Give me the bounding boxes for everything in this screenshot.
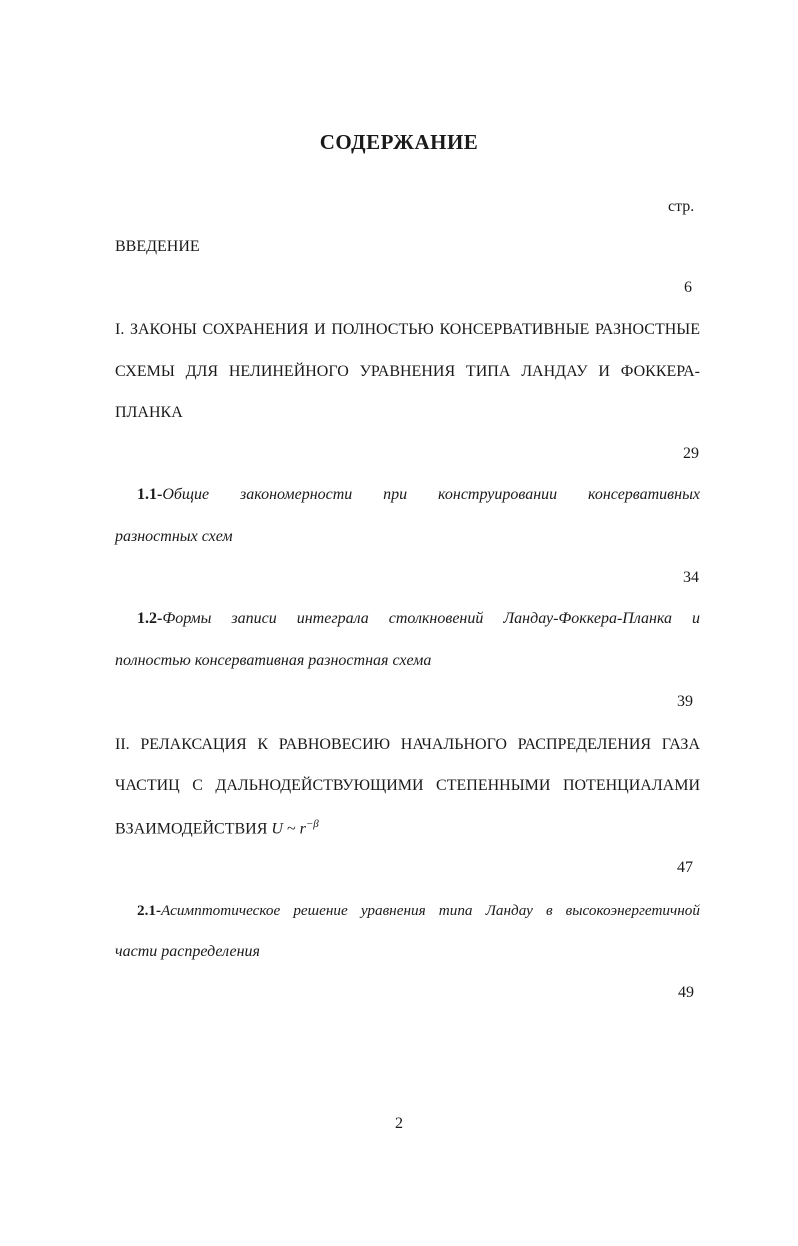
chapter2-line3-text: ВЗАИМОДЕЙСТВИЯ: [115, 820, 268, 838]
section2-1-title: Асимптотическое решение уравнения типа Ландау в высокоэнергетичной: [161, 902, 700, 919]
chapter1-line2: СХЕМЫ ДЛЯ НЕЛИНЕЙНОГО УРАВНЕНИЯ ТИПА ЛАНДАУ И ФОККЕРА-: [115, 363, 700, 380]
chapter2-line1: II. РЕЛАКСАЦИЯ К РАВНОВЕСИЮ НАЧАЛЬНОГО РАСПРЕДЕЛЕНИЯ ГАЗА: [115, 736, 700, 753]
intro-title: ВВЕДЕНИЕ: [115, 238, 200, 255]
formula-exponent: −β: [305, 818, 319, 830]
section1-1-number: 1.1-: [137, 486, 163, 503]
chapter2-line3: [115, 818, 319, 838]
toc-heading: СОДЕРЖАНИЕ: [319, 130, 479, 154]
section2-1-page: 49: [678, 984, 694, 1001]
section2-1-line1: [137, 902, 700, 920]
formula-sim: ~: [282, 820, 300, 838]
section1-1-line2: разностных схем: [115, 528, 233, 545]
section2-1-line2: части распределения: [115, 943, 260, 960]
section1-2-line2: полностью консервативная разностная схема: [115, 652, 432, 669]
section1-2-number: 1.2-: [137, 610, 163, 627]
section1-1-page: 34: [683, 569, 699, 586]
section1-2-page: 39: [677, 693, 693, 710]
page-number: 2: [395, 1115, 403, 1132]
formula-r: r: [299, 820, 306, 838]
section2-1-number: 2.1-: [137, 902, 162, 919]
chapter2-page: 47: [677, 859, 693, 876]
chapter1-line1: I. ЗАКОНЫ СОХРАНЕНИЯ И ПОЛНОСТЬЮ КОНСЕРВАТИВНЫЕ РАЗНОСТНЫЕ: [115, 321, 700, 338]
intro-page: 6: [684, 279, 692, 296]
page-column-label: стр.: [668, 198, 695, 215]
section1-2-line1: [137, 610, 700, 628]
section1-1-title: Общие закономерности при конструировании консервативных: [162, 486, 700, 503]
section1-2-title: Формы записи интеграла столкновений Ландау-Фоккера-Планка и: [162, 610, 700, 627]
section1-1-line1: [137, 486, 700, 504]
chapter1-page: 29: [683, 445, 699, 462]
chapter1-line3: ПЛАНКА: [115, 404, 183, 421]
formula-U: U: [271, 820, 283, 838]
chapter2-line2: ЧАСТИЦ С ДАЛЬНОДЕЙСТВУЮЩИМИ СТЕПЕННЫМИ ПОТЕНЦИАЛАМИ: [115, 777, 700, 794]
